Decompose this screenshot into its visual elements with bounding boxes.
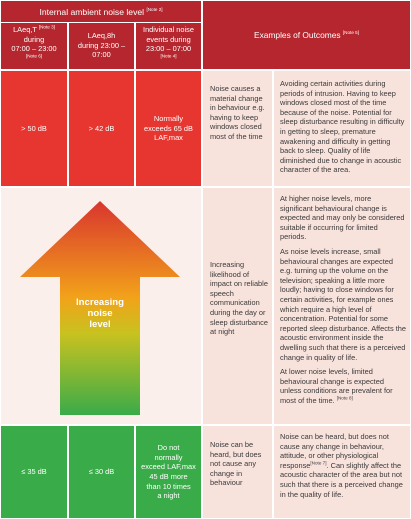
low-events-line4: 45 dB more: [149, 472, 188, 481]
header-col-events: [136, 23, 201, 69]
high-night-cell: [69, 71, 134, 186]
outcomes-title: Examples of Outcomes: [254, 30, 341, 40]
group-title-text: Internal ambient noise level: [39, 6, 145, 17]
header-group-title: [1, 1, 201, 22]
arrow-label-word: noise: [87, 308, 113, 319]
high-events-metric: LAF,max: [154, 133, 183, 143]
low-events-line6: a night: [157, 491, 180, 501]
col-day-line3: 07:00 – 23:00: [11, 44, 57, 54]
low-events-line2: normally: [154, 452, 183, 462]
outcomes-note: [Note 5]: [342, 30, 359, 36]
high-day-value: > 50 dB: [21, 123, 47, 133]
low-outcome-note: [Note 7]: [310, 460, 327, 466]
mid-effect-text: Increasing likelihood of impact on reliable speech communication during the day or sleep disturbance at night: [210, 260, 268, 337]
mid-outcome-3-note: [Note 8]: [336, 395, 353, 401]
col-day-note-a: [Note 3]: [38, 24, 55, 30]
high-effect-cell: [203, 71, 272, 186]
mid-outcome-1: At higher noise levels, more significant behavioural change is expected and may only be considered suitable if occurring for limited periods.: [280, 194, 405, 242]
high-effect-text: Noise causes a material change in behaviour e.g. having to keep windows closed most of the time: [210, 84, 265, 141]
low-effect-cell: [203, 426, 272, 518]
low-effect-text: Noise can be heard, but does not cause any change in behaviour: [210, 440, 262, 488]
low-outcome-a: Noise can be heard, but does not cause any change in behaviour, attitude, or other physiological response: [280, 432, 389, 470]
high-outcome-cell: [274, 71, 410, 186]
mid-effect-cell: [203, 188, 272, 424]
header-col-night: [69, 23, 134, 69]
low-night-cell: [69, 426, 134, 518]
col-day-note-b: [Note 6]: [25, 53, 43, 59]
col-events-line2: events during: [146, 34, 191, 44]
low-outcome-cell: [274, 426, 410, 518]
col-events-line3: 23:00 – 07:00: [145, 44, 192, 54]
col-day-metric: LAeq,T: [13, 25, 37, 34]
col-day-line2: during: [23, 34, 45, 44]
low-outcome-b: . Can slightly affect the acoustic character of the area but not such that there is a perceived change in the quality of life.: [280, 460, 403, 499]
col-events-note: [Note 4]: [160, 53, 177, 59]
low-events-line1: Do not: [157, 443, 180, 453]
low-events-line5: than 10 times: [146, 481, 191, 491]
arrow-label-word: Increasing: [76, 297, 124, 308]
col-night-text: during 23:00 – 07:00: [77, 40, 126, 60]
low-events-metric: LAF,max: [167, 462, 196, 472]
mid-outcome-2: As noise levels increase, small behavioural changes are expected e.g. turning up the volume on the television; speaking a little more loudly; having to close windows for certain activities, for example ones which require a high level of concentration. Potential for some reported sleep disturbance. Affects the acoustic environment inside the dwelling such that there is a perceived change in quality of life.: [280, 246, 406, 362]
high-day-cell: [1, 71, 67, 186]
header-outcomes: [203, 1, 410, 69]
low-day-cell: [1, 426, 67, 518]
high-events-line1: Normally: [153, 114, 184, 124]
high-events-cell: [136, 71, 201, 186]
col-night-metric: LAeq,8h: [87, 31, 116, 40]
group-title-note: [Note 2]: [146, 6, 163, 12]
low-events-line3: exceed: [141, 462, 166, 472]
high-events-line2: exceeds 65 dB: [144, 123, 193, 133]
mid-outcome-cell: [274, 188, 410, 424]
header-col-day: [1, 23, 67, 69]
col-events-line1: Individual noise: [143, 25, 194, 34]
low-night-value: ≤ 30 dB: [88, 467, 115, 477]
mid-outcome-3: At lower noise levels, limited behavioural change is expected unless conditions are prevalent for most of the time.: [280, 367, 393, 405]
arrow-label-word: level: [89, 319, 111, 330]
high-night-value: > 42 dB: [88, 123, 115, 133]
low-events-cell: [136, 426, 201, 518]
high-outcome-text: Avoiding certain activities during periods of intrusion. Having to keep windows closed most of the time because of the noise. Potential for sleep disturbance resulting in difficulty in getting to sleep, premature awakening and difficulty in getting back to sleep. Quality of life diminished due to change in acoustic character of the area.: [280, 79, 405, 175]
low-day-value: ≤ 35 dB: [21, 467, 47, 477]
arrow-label: [60, 297, 140, 330]
